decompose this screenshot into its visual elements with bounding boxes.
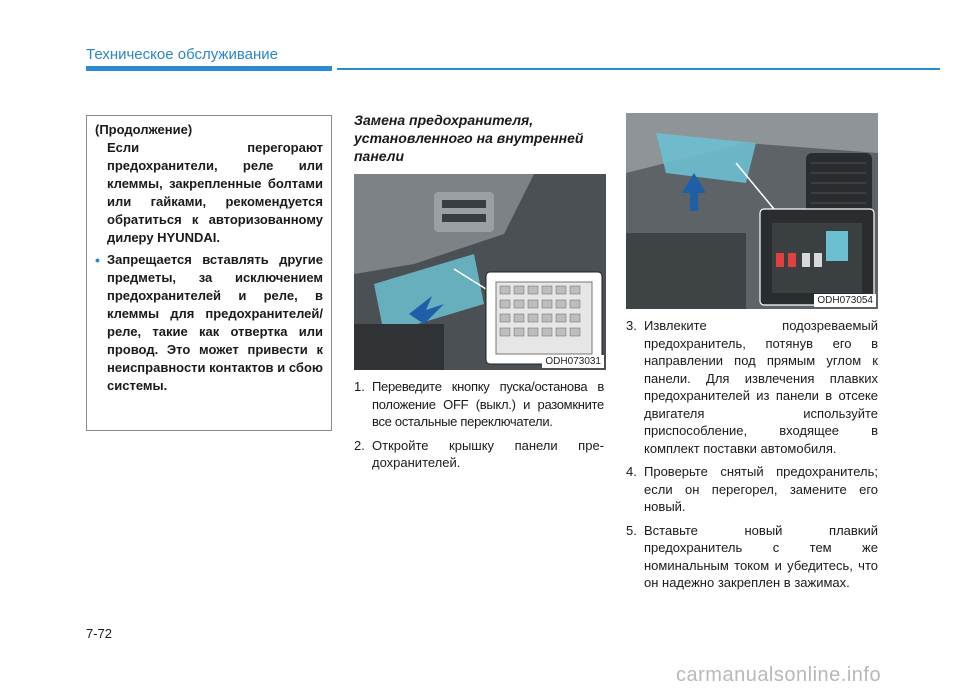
figure-interior-fuse-panel [354, 174, 606, 370]
bullet-icon: • [95, 252, 100, 268]
step-item [354, 437, 604, 472]
step-number: 4. [626, 464, 637, 479]
engine-bay-illustration [626, 113, 878, 309]
warning-paragraph: Если перегорают предохранители, реле или клеммы, закрепленные болтами или гайками, рекомендуется обратиться к авторизованному дилеру HYUNDAI. [107, 140, 323, 245]
step-number: 5. [626, 522, 637, 538]
step-item [626, 463, 878, 516]
header-title: Техническое обслуживание [86, 46, 278, 63]
step-item [626, 317, 878, 457]
steps-column-2 [626, 317, 878, 598]
watermark: carmanualsonline.info [676, 664, 882, 686]
interior-panel-illustration [354, 174, 606, 370]
step-text: Откройте крышку панели пре-дохранителей. [372, 437, 604, 470]
section-title: Замена предохранителя, установленного на внутренней панели [354, 112, 584, 164]
figure-code-label: ODH073054 [814, 294, 876, 307]
step-text: Переведите кнопку пуска/останова в положение OFF (выкл.) и разомкните все остальные переключатели. [372, 379, 604, 429]
step-text: Проверьте снятый предохранитель; если он перегорел, замените его новый. [644, 464, 878, 514]
header-rule-thick [86, 66, 332, 71]
figure-code-label: ODH073031 [542, 355, 604, 368]
step-text: Извлеките подозреваемый предохранитель, потянув его в направлении под прямым углом к панели. Для извлечения плавких предохранителей из панели в отсеке двигателя используйте приспособление, входящее в комплект поставки автомобиля. [644, 318, 878, 456]
warning-title: (Продолжение) [95, 122, 193, 137]
page-number: 7-72 [86, 626, 113, 641]
step-number: 1. [354, 379, 365, 394]
steps-column-1 [354, 378, 604, 478]
step-text: Вставьте новый плавкий предохранитель с тем же номинальным током и убедитесь, что он надежно закреплен в зажимах. [644, 522, 878, 590]
warning-bullet [95, 251, 323, 395]
step-number: 3. [626, 318, 637, 333]
warning-box [86, 115, 332, 431]
step-item [354, 378, 604, 431]
figure-engine-fuse-panel [626, 113, 878, 309]
step-item [626, 522, 878, 592]
warning-bullet-text: Запрещается вставлять другие предметы, за исключением предохранителей и реле, в клеммы для предохранителей/реле, такие как отвертка или провод. Это может привести к неисправности контактов и сбою системы. [107, 252, 323, 393]
step-number: 2. [354, 437, 365, 453]
header-rule-thin [337, 68, 940, 70]
